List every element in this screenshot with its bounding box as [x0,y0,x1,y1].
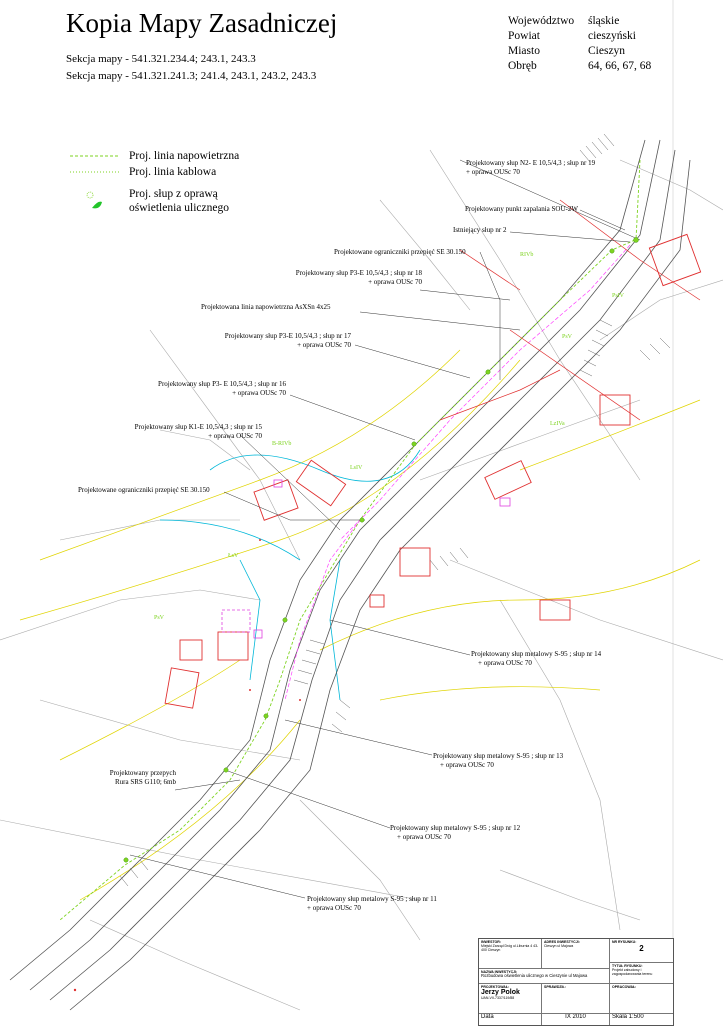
callout-pole-11-lamp: + oprawa OUSc 70 [307,904,361,912]
callout-pole-13: Projektowany słup metalowy S-95 ; słup nr 13 [433,752,564,760]
callout-pole-19: Projektowany słup N2- E 10,5/4,3 ; słup nr 19 [466,159,596,167]
admin-value: cieszyński [588,30,636,42]
admin-value: Cieszyn [588,45,626,57]
title-block [478,938,674,1026]
admin-value: 64, 66, 67, 68 [588,60,652,72]
callout-existing-pole: Istniejący słup nr 2 [453,226,507,234]
map-title: Kopia Mapy Zasadniczej [66,8,338,38]
tb-nazwa [479,969,610,984]
parcel-boundaries [0,150,723,1010]
tb-tytul [610,963,673,984]
parcel-label: PsV [154,615,165,621]
callout-pole-13-lamp: + oprawa OUSc 70 [440,761,494,769]
admin-row [508,14,651,29]
callout-pole-19-lamp: + oprawa OUSc 70 [466,168,520,176]
admin-key: Powiat [508,30,540,42]
callout-pole-16-lamp: + oprawa OUSc 70 [232,389,286,397]
tb-value: Cieszyn ul Majowa [544,944,574,948]
callout-overhead-line: Projektowana linia napowietrzna AsXSn 4x25 [201,303,331,311]
tb-scale: 1:500 [628,1014,644,1020]
sekcja-line-2: Sekcja mapy - 541.321.241.3; 241.4, 243.1, 243.2, 243.3 [66,70,317,82]
magenta-buildings [222,480,510,638]
callout-pole-12: Projektowany słup metalowy S-95 ; słup nr 12 [390,824,521,832]
legend-pole-2: oświetlenia ulicznego [129,202,229,214]
tb-label: PROJEKTOWAŁ: [481,985,510,989]
embankment-hatch [120,134,670,886]
callout-pole-14: Projektowany słup metalowy S-95 ; słup nr 14 [471,650,602,658]
tb-data [479,1014,542,1025]
callout-pole-18-lamp: + oprawa OUSc 70 [368,278,422,286]
tb-designer-name: Jerzy Polok [481,989,520,996]
parcel-label: PsIV [612,293,625,299]
tb-label: NR RYSUNKU: [612,940,637,944]
tb-label: ADRES INWESTYCJI: [544,940,580,944]
legend-overhead-line: Proj. linia napowietrzna [129,150,240,162]
admin-info [508,14,651,74]
tb-inwestor [479,939,542,969]
admin-row [508,29,651,44]
callout-pole-17-lamp: + oprawa OUSc 70 [297,341,351,349]
tb-value: Rozbudowa oświetlenia ulicznego w Cieszynie ul Majowa [481,973,588,978]
tb-value: Miejski Zarząd Dróg ul.Liburnia 4 43-400 Cieszyn [481,944,539,952]
tb-label: INWESTOR: [481,940,501,944]
sekcja-line-1: Sekcja mapy - 541.321.234.4; 243.1, 243.3 [66,53,256,65]
legend-pole-1: Proj. słup z oprawą [129,188,218,200]
callout-culvert-pipe: Rura SRS G110; 6mb [115,778,176,786]
callout-pole-15: Projektowany słup K1-E 10,5/4,3 ; słup nr 15 [134,423,262,431]
tb-sprawdzil [542,984,610,1014]
tb-label: Data [481,1014,494,1020]
callout-surge-2: Projektowane ograniczniki przepięć SE 30.150 [78,486,210,494]
parcel-label: PsV [562,334,573,340]
tb-license: UAN-VII-7337/119/88 [481,996,515,1000]
tb-label: OPRACOWAŁ: [612,985,637,989]
callout-sou: Projektowany punkt zapalania SOU-2W [465,205,578,213]
admin-key: Miasto [508,45,540,57]
admin-value: śląskie [588,15,620,27]
tb-label: Skala [612,1014,628,1020]
tb-label: NAZWA INWESTYCJI: [481,970,518,974]
parcel-label: RIVb [520,252,534,258]
parcel-label: LsIV [350,465,363,471]
callout-pole-15-lamp: + oprawa OUSc 70 [208,432,262,440]
tb-projektowal [479,984,542,1014]
callout-pole-12-lamp: + oprawa OUSc 70 [397,833,451,841]
callout-pole-14-lamp: + oprawa OUSc 70 [478,659,532,667]
legend-symbols [70,156,120,208]
tb-opracowal [610,984,673,1014]
callout-surge-1: Projektowane ograniczniki przepięć SE 30.150 [334,248,466,256]
legend-cable-line: Proj. linia kablowa [129,166,217,178]
map-marks [74,539,301,991]
callout-pole-17: Projektowany słup P3-E 10,5/4,3 ; słup nr 17 [224,332,351,340]
callout-culvert: Projektowany przepych [109,769,176,777]
tb-label: SPRAWDZIŁ: [544,985,566,989]
admin-row [508,44,651,59]
parcel-label: ŁsV [228,553,239,559]
parcel-label: B-RIVb [272,441,292,447]
tb-label: TYTUŁ RYSUNKU: [612,964,643,968]
tb-date: IX 2010 [565,1014,586,1020]
admin-row [508,59,651,74]
callout-pole-18: Projektowany słup P3-E 10,5/4,3 ; słup nr 18 [295,269,422,277]
tb-drawing-number: 2 [639,944,644,953]
cable-line [285,245,630,700]
callout-pole-16: Projektowany słup P3- E 10,5/4,3 ; słup nr 16 [158,380,286,388]
tb-data-value [542,1014,610,1025]
tb-skala [610,1014,673,1025]
tb-value: Projekt zabudowy i zagospodarowania terenu [612,968,653,976]
tb-nr-rysunku [610,939,673,963]
poles [124,238,639,863]
parcel-label: LzIVa [550,421,565,427]
tb-adres [542,939,610,969]
admin-key: Województwo [508,15,575,27]
admin-key: Obręb [508,60,537,72]
callout-pole-11: Projektowany słup metalowy S-95 ; słup nr 11 [307,895,437,903]
